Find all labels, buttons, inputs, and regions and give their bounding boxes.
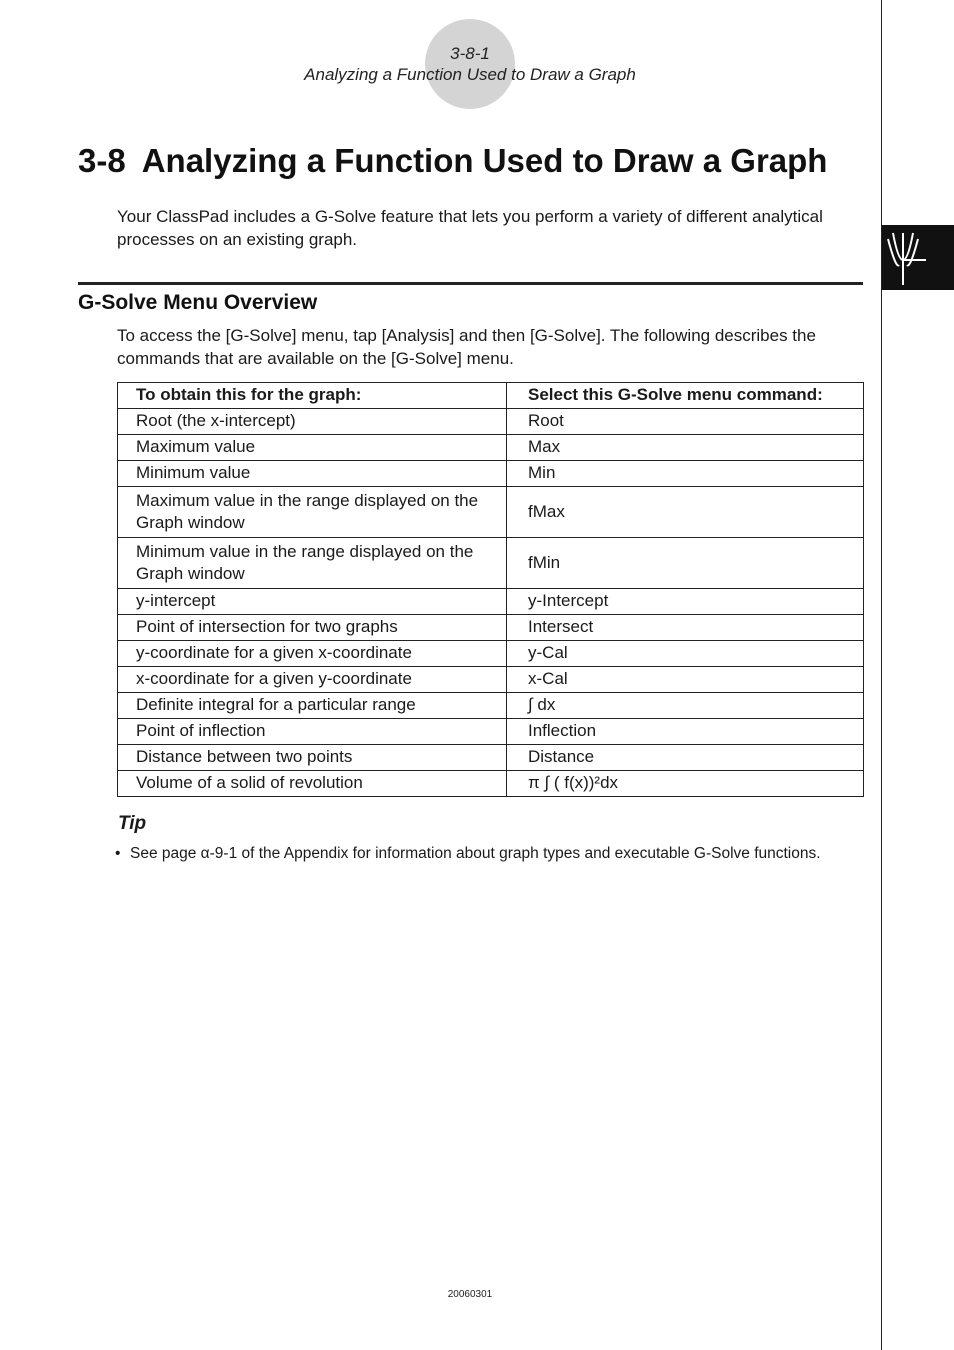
goal-cell: Point of intersection for two graphs <box>118 615 507 641</box>
table-row <box>118 641 864 667</box>
section-text: To access the [G-Solve] menu, tap [Analysis] and then [G-Solve]. The following describes the commands that are available on the [G-Solve] menu. <box>117 326 816 368</box>
command-cell: π ∫ ( f(x))²dx <box>507 771 864 797</box>
command-cell: ∫ dx <box>507 693 864 719</box>
document-code: 20060301 <box>447 1289 493 1300</box>
page-number-badge <box>425 19 515 109</box>
command-cell: Distance <box>507 745 864 771</box>
goal-cell: y-intercept <box>118 589 507 615</box>
goal-cell: Maximum value <box>118 435 507 461</box>
section-title: G-Solve Menu Overview <box>78 291 318 314</box>
chapter-number: 3-8 <box>78 142 126 179</box>
goal-cell: Minimum value <box>118 461 507 487</box>
tip-list <box>115 844 835 864</box>
command-cell: Inflection <box>507 719 864 745</box>
command-cell: y-Intercept <box>507 589 864 615</box>
goal-cell: Point of inflection <box>118 719 507 745</box>
table-row <box>118 745 864 771</box>
table-row <box>118 693 864 719</box>
table-row <box>118 538 864 589</box>
goal-cell: Root (the x-intercept) <box>118 409 507 435</box>
command-cell: fMax <box>507 487 864 538</box>
command-cell: x-Cal <box>507 667 864 693</box>
table-row <box>118 487 864 538</box>
tip-item-text: See page α-9-1 of the Appendix for information about graph types and executable G-Solve functions. <box>130 845 821 862</box>
command-cell: Min <box>507 461 864 487</box>
g-solve-command-table <box>117 382 864 797</box>
section-divider <box>78 282 863 285</box>
column-header-command: Select this G-Solve menu command: <box>507 383 864 409</box>
table-row <box>118 409 864 435</box>
command-cell: Intersect <box>507 615 864 641</box>
chapter-tab <box>882 225 954 290</box>
tip-label: Tip <box>118 813 147 834</box>
goal-cell: Distance between two points <box>118 745 507 771</box>
margin-rule <box>881 0 882 1350</box>
table-row <box>118 615 864 641</box>
goal-cell: y-coordinate for a given x-coordinate <box>118 641 507 667</box>
page-number: 3-8-1 <box>450 44 490 63</box>
chapter-intro: Your ClassPad includes a G-Solve feature that lets you perform a variety of different analytical processes on an existing graph. <box>117 207 823 249</box>
chapter-title <box>78 142 827 180</box>
goal-cell: Maximum value in the range displayed on the Graph window <box>118 487 507 538</box>
table-row <box>118 589 864 615</box>
command-cell: Root <box>507 409 864 435</box>
command-cell: fMin <box>507 538 864 589</box>
goal-cell: Definite integral for a particular range <box>118 693 507 719</box>
tip-item <box>115 844 835 864</box>
column-header-goal: To obtain this for the graph: <box>118 383 507 409</box>
graph-curve-icon <box>882 225 954 290</box>
goal-cell: Volume of a solid of revolution <box>118 771 507 797</box>
command-cell: y-Cal <box>507 641 864 667</box>
table-row <box>118 667 864 693</box>
table-header-row <box>118 383 864 409</box>
command-cell: Max <box>507 435 864 461</box>
table-row <box>118 719 864 745</box>
table-row <box>118 771 864 797</box>
bullet-icon: • <box>115 845 121 862</box>
chapter-title-text: Analyzing a Function Used to Draw a Graph <box>141 142 828 179</box>
goal-cell: x-coordinate for a given y-coordinate <box>118 667 507 693</box>
running-title: Analyzing a Function Used to Draw a Graph <box>304 65 636 84</box>
table-row <box>118 461 864 487</box>
table-row <box>118 435 864 461</box>
goal-cell: Minimum value in the range displayed on the Graph window <box>118 538 507 589</box>
